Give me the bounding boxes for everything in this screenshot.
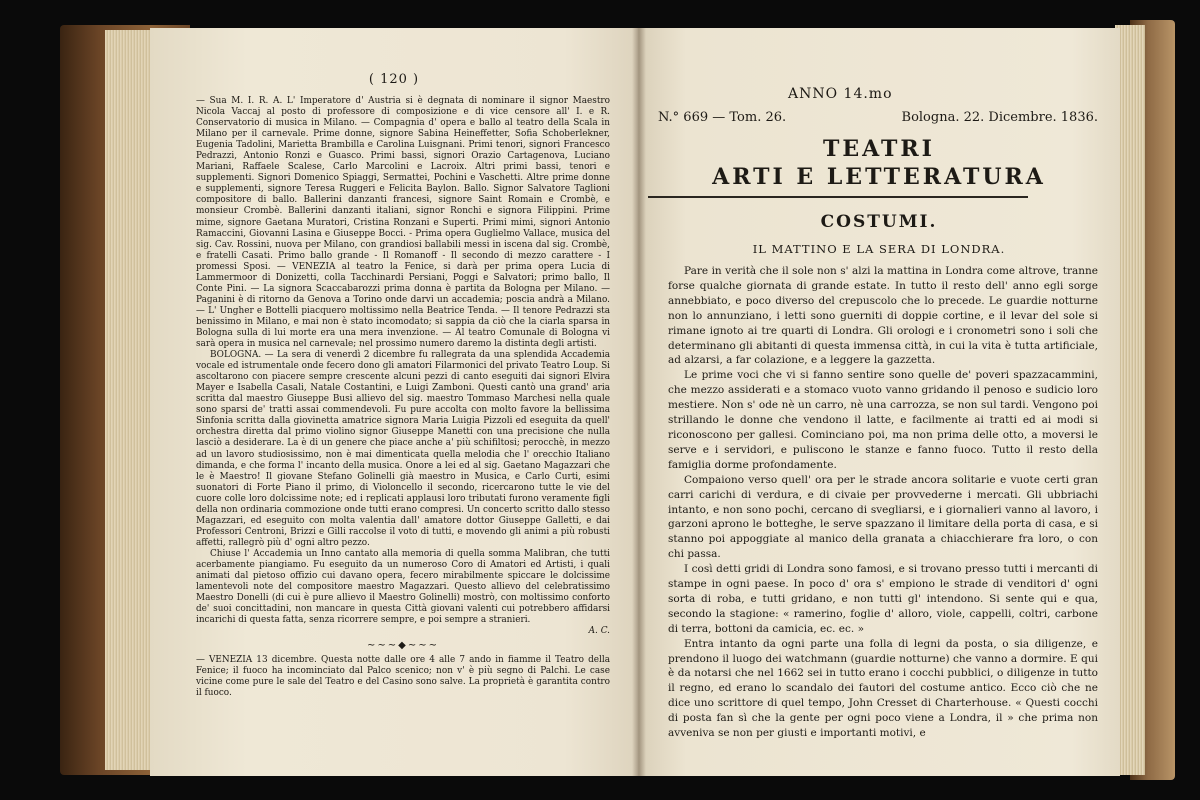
left-page: [150, 28, 638, 776]
place-date: Bologna. 22. Dicembre. 1836.: [901, 110, 1098, 125]
article-paragraph: Compaiono verso quell' ora per le strade ancora solitarie e vuote certi gran carri carichi di verdura, e di civaie per provvederne i mercati. Gli ubbriachi intanto, e non sono pochi, cercano di svegliarsi, e i giornalieri vanno al lavoro, i garzoni aprono le botteghe, le serve spazzano il limitare della porta di casa, e si stanno poi appoggiate al manico della granata a chiacchierare fra loro, o con chi passa.: [668, 473, 1098, 561]
news-paragraph: — Sua M. I. R. A. L' Imperatore d' Austria si è degnata di nominare il signor Maestro Nicola Vaccaj al posto di professore di composizione e di vice censore all' I. e R. Conservatorio di musica in Milano. — Compagnia d' opera e ballo al teatro della Scala in Milano per il carnevale. Prime donne, signore Sabina Heineffetter, Sofia Schoberlekner, Eugenia Tadolini, Marietta Brambilla e Carolina Luisgnani. Primi tenori, signori Francesco Pedrazzi, Antonio Ronzi e Guasco. Primi bassi, signori Orazio Cartagenova, Luciano Mariani, Raffaele Scalese, Carlo Marcolini e Lacroix. Altri primi bassi, tenori e supplementi. Signori Domenico Spiaggi, Sermattei, Pochini e Vaschetti. Altre prime donne e supplementi, signore Teresa Ruggeri e Felicita Baylon. Ballo. Signor Salvatore Taglioni compositore di ballo. Ballerini danzanti francesi, signore Saint Romain e Crombè, e monsieur Crombè. Ballerini danzanti italiani, signor Ronchi e signora Filippini. Prime mime, signore Gaetana Muratori, Cristina Ronzani e Superti. Primi mimi, signori Antonio Ramaccini, Giovanni Lasina e Giuseppe Bocci. - Prima opera Guglielmo Vallace, musica del sig. Cav. Rossini, nuova per Milano, con grandiosi ballabili messi in iscena dal sig. Crombè, e fratelli Casati. Primo ballo grande - Il Romanoff - Il secondo di mezzo carattere - I promessi Sposi. — VENEZIA al teatro la Fenice, si darà per prima opera Lucia di Lammermoor di Donizetti, colla Tacchinardi Persiani, Poggi e Salvatori; primo ballo, Il Conte Pini. — La signora Scaccabarozzi prima donna è partita da Bologna per Milano. — Paganini è di ritorno da Genova a Torino onde darvi un accademia; poscia andrà a Milano. — L' Ungher e Bottelli piacquero moltissimo nella Beatrice Tenda. — Il tenore Pedrazzi sta benissimo in Milano, e mai non è stato incomodato; si sappia da ciò che la ciarla sparsa in Bologna sulla di lui morte era una mera invenzione. — Al teatro Comunale di Bologna vi sarà opera in musica nel carnevale; nel prossimo numero daremo la distinta degli artisti.: [196, 96, 610, 350]
year-label: ANNO 14.mo: [788, 86, 893, 102]
issue-number: N.° 669 — Tom. 26.: [658, 110, 787, 125]
book-gutter: [632, 28, 646, 776]
author-signature: A. C.: [588, 626, 610, 637]
venezia-note: — VENEZIA 13 dicembre. Questa notte dalle ore 4 alle 7 ando in fiamme il Teatro della Fenice; il fuoco ha incominciato dal Palco scenico; non v' è più segno di Palchi. Le case vicine come pure le sale del Teatro e del Casino sono salve. La proprietà è garantita contro il fuoco.: [196, 655, 610, 699]
news-paragraph: Chiuse l' Accademia un Inno cantato alla memoria di quella somma Malibran, che tutti acerbamente piangiamo. Fu eseguito da un numeroso Coro di Amatori ed Artisti, i quali animati dal pietoso offizio cui davano opera, fecero mirabilmente spiccare le dolcissime lamentevoli note del compositore maestro Magazzari. Questo allievo del celebratissimo Maestro Donelli (di cui è pure allievo il Maestro Golinelli) mostrò, con moltissimo conforto de' suoi concittadini, non mancare in questa Città giovani valenti cui potrebbero affidarsi incarichi di questa fatta, senza ricorrere sempre, e poi sempre a stranieri.: [196, 548, 610, 626]
article-body: [668, 264, 1098, 741]
news-paragraph: BOLOGNA. — La sera di venerdì 2 dicembre fu rallegrata da una splendida Accademia vocale ed istrumentale onde fecero dono gli amatori Filarmonici del privato Teatro Loup. Si ascoltarono con piacere sempre crescente alcuni pezzi di canto eseguiti dai signori Elvira Mayer e Isabella Casali, Natale Costantini, e Luigi Zamboni. Questi cantò una grand' aria scritta dal maestro Giuseppe Busi allievo del sig. maestro Tommaso Marchesi nella quale sono sparsi de' tratti assai commendevoli. Fu pure accolta con molto favore la bellissima Sinfonia scritta dalla giovinetta amatrice signora Maria Luigia Pizzoli ed eseguita da quell' orchestra diretta dal primo violino signor Giuseppe Manetti con una precisione che nulla lasciò a desiderare. La è di un genere che piace anche a' più schifiltosi; perocchè, in mezzo ad un lavoro studiosissimo, non è mai dimenticata quella melodia che l' orecchio Italiano dimanda, e che forma l' incanto della musica. Onore a lei ed al sig. Gaetano Magazzari che le è Maestro! Il giovane Stefano Golinelli già maestro in Musica, e Carlo Curti, esimi suonatori di Forte Piano il primo, di Violoncello il secondo, ricercarono tutte le vie del cuore colle loro dolcissime note; ed i replicati applausi loro tributati furono veramente figli della non ordinaria commozione onde tutti erano compresi. Un concerto scritto dallo stesso Magazzari, ed eseguito con molta valentia dall' amatore dottor Giuseppe Galletti, e dai Professori Centroni, Brizzi e Gilli raccolse il voto di tutti, e movendo gli animi a più robusti affetti, rallegrò più d' ogni altro pezzo.: [196, 350, 610, 548]
masthead-line2: ARTI E LETTERATURA: [712, 164, 1046, 190]
masthead-rule: [648, 196, 1028, 198]
left-page-text: [196, 96, 610, 700]
section-title: COSTUMI.: [820, 212, 938, 232]
open-book: [60, 10, 1170, 785]
issue-header: [658, 110, 1098, 125]
masthead-line1: TEATRI: [823, 136, 935, 162]
article-title: IL MATTINO E LA SERA DI LONDRA.: [752, 242, 1006, 256]
article-paragraph: Entra intanto da ogni parte una folla di legni da posta, o sia diligenze, e prendono il luogo dei watchmann (guardie notturne) che vanno a dormire. E qui è da notarsi che nel 1662 sei in tutto erano i cocchi pubblici, o diligenze in tutto il regno, ed erano lo scandalo dei fautori del costume antico. Ecco ciò che ne dice uno scrittore di quel tempo, John Cresset di Charterhouse. « Questi cocchi di posta fan sì che la gente per ogni poco viene a Londra, il » che prima non avveniva se non per giusti e importanti motivi, e: [668, 637, 1098, 740]
article-paragraph: Pare in verità che il sole non s' alzi la mattina in Londra come altrove, tranne forse qualche giornata di grande estate. In tutto il resto dell' anno egli sorge annebbiato, e poco diverso del crepuscolo che lo precede. Le guardie notturne non lo annunziano, i letti sono guerniti di doppie cortine, e il levar del sole si rimane ignoto ai tre quarti di Londra. Gli orologi e i cronometri sono i soli che determinano gli abitanti di questa immensa città, in cui la vita è tutta artificiale, ad alzarsi, a far colazione, e a leggere la gazzetta.: [668, 265, 1098, 367]
article-paragraph: I così detti gridi di Londra sono famosi, e si trovano presso tutti i mercanti di stampe in ogni paese. In poco d' ora s' empiono le strade di venditori d' ogni sorta di roba, e tutti gridano, e non tutti gl' intendono. Si sente qui e qua, secondo la stagione: « ramerino, foglie d' alloro, viole, cappelli, coltri, carbone di terra, bottoni da camicia, ec. ec. »: [668, 563, 1098, 635]
page-number: ( 120 ): [368, 72, 420, 87]
right-page: [638, 28, 1120, 776]
article-paragraph: Le prime voci che vi si fanno sentire sono quelle de' poveri spazzacammini, che mezzo assiderati e a stomaco vuoto vanno gridando il penoso e sudicio loro mestiere. Non s' ode nè un carro, nè una carrozza, se non sul tardi. Vengono poi strillando le donne che vendono il latte, e facilmente ai tratti ed ai modi si riconoscono per gallesi. Cominciano poi, ma non prima delle otto, a moversi le serve e i servidori, e puliscono le stanze e fanno fuoco. Tutto il resto della famiglia dorme profondamente.: [668, 369, 1098, 471]
ornament-separator: ∼∼∼◆∼∼∼: [367, 640, 439, 652]
